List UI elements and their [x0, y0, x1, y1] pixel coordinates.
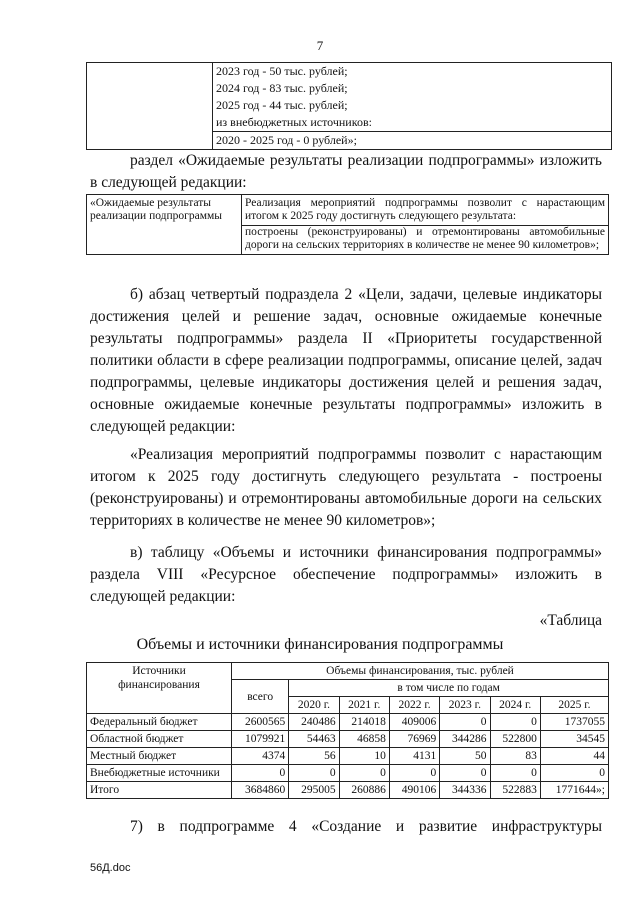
results-text-2: построены (реконструированы) и отремонтированы автомобильные дороги на сельских территориях в количестве не менее 90 километров»;: [242, 225, 608, 252]
paragraph-b: б) абзац четвертый подраздела 2 «Цели, задачи, целевые индикаторы достижения целей и решение задач, основные ожидаемые конечные результаты подпрограммы» раздела II «Приоритеты государственной политики области в сфере реализации подпрограммы, описание целей, задач подпрограммы, целевые индикаторы достижения целей и решения задач, основные ожидаемые конечные результаты подпрограммы» изложить в следующей редакции:: [90, 286, 602, 435]
row-total: 3684860: [232, 782, 289, 799]
table-row: [87, 765, 609, 782]
row-value: 0: [389, 765, 439, 782]
empty-cell: [87, 63, 213, 150]
header-volumes: Объемы финансирования, тыс. рублей: [232, 663, 609, 680]
budget-continuation-table: [86, 62, 612, 150]
row-value: 0: [540, 765, 608, 782]
footer-filename: 56Д.doc: [90, 862, 131, 874]
budget-lines-cell: [213, 63, 612, 150]
financing-table: [86, 662, 609, 799]
row-value: 83: [490, 748, 540, 765]
table-row: [87, 748, 609, 765]
budget-line: 2020 - 2025 год - 0 рублей»;: [213, 131, 611, 149]
table-title: Объемы и источники финансирования подпрограммы: [136, 636, 504, 653]
row-source: Областной бюджет: [87, 731, 232, 748]
table-label: «Таблица: [539, 612, 602, 629]
row-value: 0: [490, 765, 540, 782]
header-year: 2022 г.: [389, 697, 439, 714]
row-total: 0: [232, 765, 289, 782]
row-source: Федеральный бюджет: [87, 714, 232, 731]
row-value: 76969: [389, 731, 439, 748]
row-value: 522883: [490, 782, 540, 799]
header-sources: Источники финансирования: [87, 663, 232, 714]
results-label-cell: «Ожидаемые результаты реализации подпрограммы: [87, 195, 242, 255]
row-value: 34545: [540, 731, 608, 748]
paragraph-v: в) таблицу «Объемы и источники финансирования подпрограммы» раздела VIII «Ресурсное обеспечение подпрограммы» изложить в следующей редакции:: [90, 544, 602, 605]
header-year: 2023 г.: [440, 697, 490, 714]
budget-line: 2023 год - 50 тыс. рублей;: [216, 64, 348, 78]
paragraph-section-results: раздел «Ожидаемые результаты реализации подпрограммы» изложить в следующей редакции:: [90, 152, 602, 191]
row-value: 0: [440, 765, 490, 782]
row-total: 1079921: [232, 731, 289, 748]
budget-line: 2025 год - 44 тыс. рублей;: [216, 98, 348, 112]
row-value: 46858: [339, 731, 389, 748]
table-row: [87, 731, 609, 748]
table-row: [87, 782, 609, 799]
row-source: Местный бюджет: [87, 748, 232, 765]
paragraph-quote: «Реализация мероприятий подпрограммы позволит с нарастающим итогом к 2025 году достигнуть следующего результата - построены (реконструированы) и отремонтированы автомобильные дороги на сельских территориях в количестве не менее 90 километров»;: [90, 446, 602, 529]
row-value: 240486: [289, 714, 339, 731]
row-value: 344336: [440, 782, 490, 799]
row-value: 522800: [490, 731, 540, 748]
expected-results-table: [86, 194, 609, 255]
row-value: 260886: [339, 782, 389, 799]
header-year: 2021 г.: [339, 697, 389, 714]
row-value: 295005: [289, 782, 339, 799]
row-total: 2600565: [232, 714, 289, 731]
row-value: 409006: [389, 714, 439, 731]
row-value: 0: [490, 714, 540, 731]
header-year: 2024 г.: [490, 697, 540, 714]
row-value: 214018: [339, 714, 389, 731]
row-value: 490106: [389, 782, 439, 799]
row-value: 50: [440, 748, 490, 765]
row-source: Внебюджетные источники: [87, 765, 232, 782]
row-value: 54463: [289, 731, 339, 748]
row-value: 0: [339, 765, 389, 782]
row-value: 56: [289, 748, 339, 765]
row-value: 44: [540, 748, 608, 765]
budget-line: 2024 год - 83 тыс. рублей;: [216, 81, 348, 95]
budget-line: из внебюджетных источников:: [216, 115, 372, 129]
row-value: 4131: [389, 748, 439, 765]
header-by-years: в том числе по годам: [289, 680, 609, 697]
table-row: [87, 714, 609, 731]
page-number: 7: [316, 38, 324, 53]
row-total: 4374: [232, 748, 289, 765]
header-year: 2020 г.: [289, 697, 339, 714]
row-value: 1737055: [540, 714, 608, 731]
results-text-1: Реализация мероприятий подпрограммы позволит с нарастающим итогом к 2025 году достигнуть следующего результата:: [245, 197, 605, 222]
row-value: 1771644»;: [540, 782, 608, 799]
header-year: 2025 г.: [540, 697, 608, 714]
results-text-cell: [242, 195, 609, 255]
row-source: Итого: [87, 782, 232, 799]
row-value: 344286: [440, 731, 490, 748]
header-total: всего: [232, 680, 289, 714]
row-value: 0: [440, 714, 490, 731]
row-value: 10: [339, 748, 389, 765]
row-value: 0: [289, 765, 339, 782]
paragraph-7: 7) в подпрограмме 4 «Создание и развитие инфраструктуры: [130, 818, 602, 835]
